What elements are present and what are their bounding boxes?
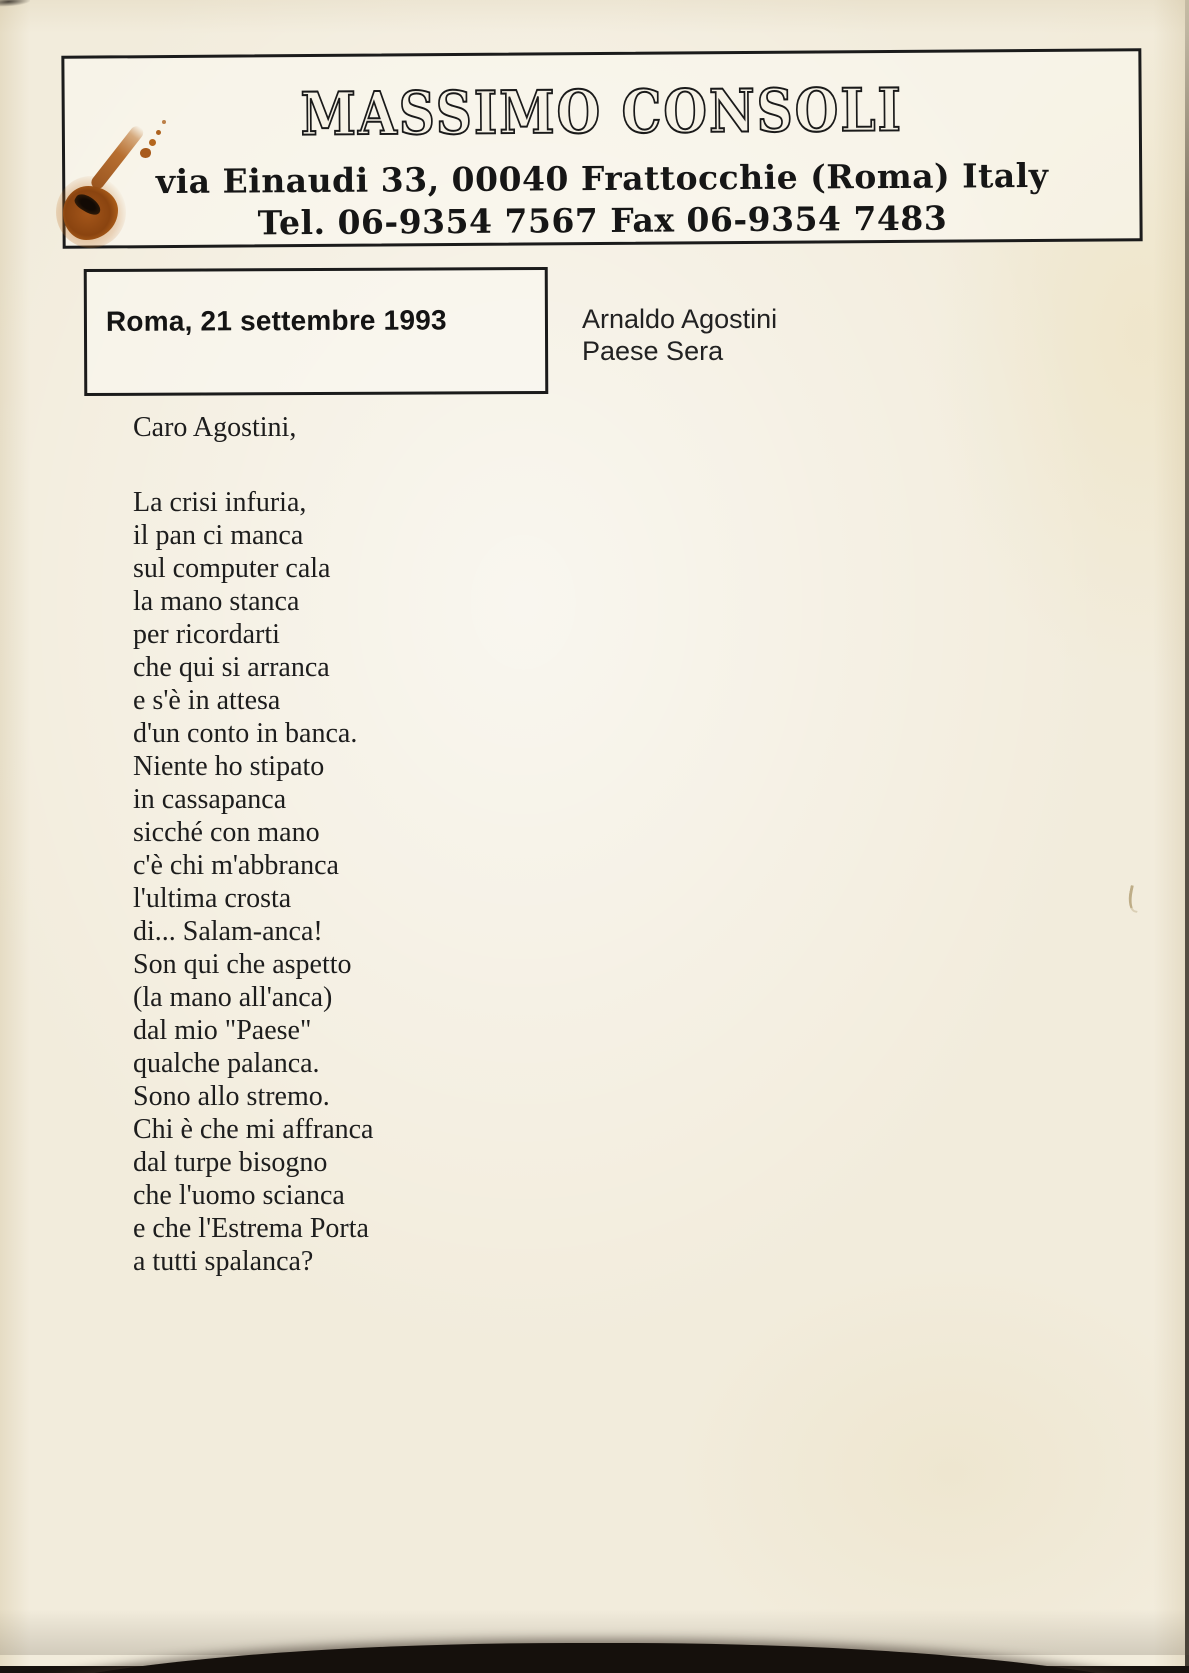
letterhead-box [61,48,1142,249]
poem-line: La crisi infuria, [133,487,307,518]
poem-line: Sono allo stremo. [133,1081,330,1112]
poem-line: e s'è in attesa [133,685,281,716]
poem-line: dal turpe bisogno [133,1147,328,1178]
recipient-organization: Paese Sera [582,336,724,366]
scan-page-edge [1185,0,1189,1673]
recipient-block [582,303,777,367]
scan-corner-smudge [0,0,30,7]
poem-line: per ricordarti [133,619,280,650]
date-line: Roma, 21 settembre 1993 [105,304,447,337]
poem-line: Son qui che aspetto [133,949,352,980]
poem-line: qualche palanca. [133,1048,320,1079]
poem-line: sicché con mano [133,817,320,848]
poem-line: c'è chi m'abbranca [133,850,339,881]
salutation: Caro Agostini, [133,412,297,443]
poem-line: in cassapanca [133,784,287,815]
ink-stain-droplet [140,148,151,158]
poem-line: a tutti spalanca? [133,1246,314,1277]
poem-line: la mano stanca [133,586,300,617]
poem-line: Niente ho stipato [133,751,325,782]
poem-line: l'ultima crosta [133,883,292,914]
poem-line: d'un conto in banca. [133,718,358,749]
paper-blemish-mark [1125,885,1142,913]
poem-line: che qui si arranca [133,652,330,683]
poem-line: dal mio "Paese" [133,1015,312,1046]
poem-line: (la mano all'anca) [133,982,333,1013]
poem-line: il pan ci manca [133,520,304,551]
poem [133,486,373,1278]
poem-line: di... Salam-anca! [133,916,323,947]
poem-line: Chi è che mi affranca [133,1114,374,1145]
date-box [84,267,549,396]
ink-stain-droplet [162,120,166,124]
letterhead-phone-fax: Tel. 06-9354 7567 Fax 06-9354 7483 [257,198,948,243]
poem-line: e che l'Estrema Porta [133,1213,369,1244]
letterhead-title-wrap [65,73,1139,149]
letterhead-name: MASSIMO CONSOLI [300,74,904,149]
poem-line: sul computer cala [133,553,331,584]
ink-stain-droplet [149,139,156,146]
poem-line: che l'uomo scianca [133,1180,345,1211]
letterhead-address: via Einaudi 33, 00040 Frattocchie (Roma) Italy [155,155,1049,202]
recipient-name: Arnaldo Agostini [582,304,778,334]
ink-stain-droplet [156,130,161,135]
